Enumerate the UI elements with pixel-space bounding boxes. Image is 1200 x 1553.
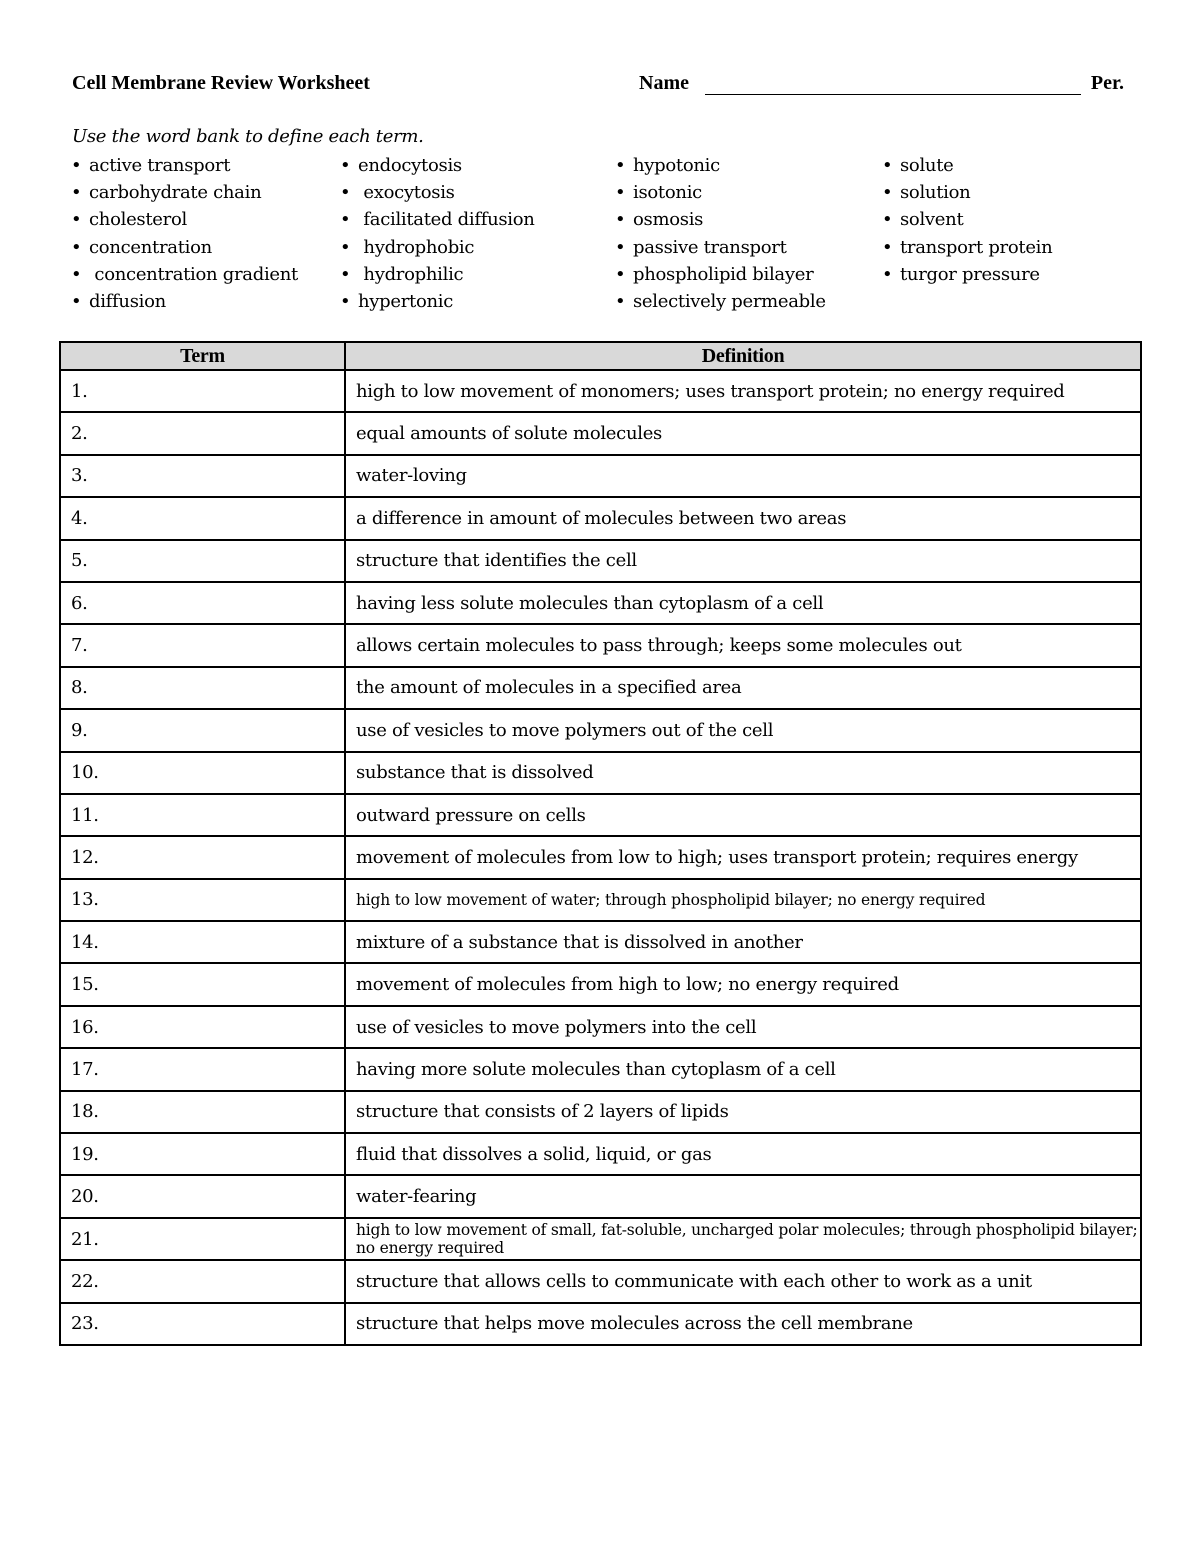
definition-cell: structure that allows cells to communicate with each other to work as a unit	[345, 1260, 1141, 1302]
term-cell[interactable]: 21.	[60, 1218, 345, 1260]
word-bank-item: • solution	[882, 179, 1052, 206]
table-row	[60, 921, 1141, 963]
word-bank-item: • solvent	[882, 206, 1052, 233]
term-cell[interactable]: 7.	[60, 624, 345, 666]
term-cell[interactable]: 5.	[60, 540, 345, 582]
definition-cell: water-loving	[345, 455, 1141, 497]
word-bank-item: • facilitated diffusion	[340, 206, 535, 233]
bullet: •	[340, 236, 351, 258]
bullet: •	[340, 182, 351, 204]
bullet: •	[71, 209, 82, 231]
term-cell[interactable]: 2.	[60, 412, 345, 454]
table-row	[60, 1133, 1141, 1175]
definition-cell: outward pressure on cells	[345, 794, 1141, 836]
bullet: •	[615, 182, 626, 204]
word-bank-column-2	[340, 152, 535, 315]
definition-cell: high to low movement of water; through phospholipid bilayer; no energy required	[345, 879, 1141, 921]
bullet: •	[71, 182, 82, 204]
word-bank-item: • isotonic	[615, 179, 826, 206]
definition-cell: movement of molecules from low to high; uses transport protein; requires energy	[345, 836, 1141, 878]
definition-cell: the amount of molecules in a specified area	[345, 667, 1141, 709]
table-row	[60, 1218, 1141, 1260]
bullet: •	[615, 290, 626, 312]
period-label: Per.	[1090, 72, 1124, 94]
term-cell[interactable]: 4.	[60, 497, 345, 539]
table-row	[60, 1091, 1141, 1133]
word-bank-item: • passive transport	[615, 234, 826, 261]
definition-cell: high to low movement of small, fat-soluble, uncharged polar molecules; through phospholipid bilayer; no energy required	[345, 1218, 1141, 1260]
definition-cell: having more solute molecules than cytoplasm of a cell	[345, 1048, 1141, 1090]
definition-cell: allows certain molecules to pass through; keeps some molecules out	[345, 624, 1141, 666]
term-cell[interactable]: 11.	[60, 794, 345, 836]
definition-cell: water-fearing	[345, 1175, 1141, 1217]
bullet: •	[615, 263, 626, 285]
bullet: •	[71, 263, 82, 285]
table-row	[60, 879, 1141, 921]
table-row	[60, 667, 1141, 709]
bullet: •	[340, 209, 351, 231]
table-row	[60, 1260, 1141, 1302]
word-bank-item: • hypertonic	[340, 288, 535, 315]
definition-cell: structure that identifies the cell	[345, 540, 1141, 582]
word-bank-item: • turgor pressure	[882, 261, 1052, 288]
term-cell[interactable]: 6.	[60, 582, 345, 624]
term-cell[interactable]: 14.	[60, 921, 345, 963]
definition-cell: use of vesicles to move polymers into the cell	[345, 1006, 1141, 1048]
table-row	[60, 540, 1141, 582]
bullet: •	[615, 209, 626, 231]
term-cell[interactable]: 3.	[60, 455, 345, 497]
table-row	[60, 497, 1141, 539]
definition-cell: movement of molecules from high to low; no energy required	[345, 963, 1141, 1005]
term-cell[interactable]: 15.	[60, 963, 345, 1005]
term-column-header: Term	[60, 342, 345, 370]
table-row	[60, 624, 1141, 666]
term-cell[interactable]: 10.	[60, 752, 345, 794]
name-blank-line[interactable]	[705, 94, 1081, 95]
table-row	[60, 709, 1141, 751]
bullet: •	[71, 155, 82, 176]
term-cell[interactable]: 16.	[60, 1006, 345, 1048]
table-header-row	[60, 342, 1141, 370]
table-row	[60, 794, 1141, 836]
word-bank-item: • diffusion	[71, 288, 298, 315]
terms-table	[59, 341, 1142, 1346]
term-cell[interactable]: 1.	[60, 370, 345, 412]
definition-cell: substance that is dissolved	[345, 752, 1141, 794]
word-bank-item: • osmosis	[615, 206, 826, 233]
table-row	[60, 752, 1141, 794]
worksheet-header	[72, 72, 1128, 102]
bullet: •	[882, 236, 893, 258]
bullet: •	[71, 290, 82, 312]
definition-cell: a difference in amount of molecules between two areas	[345, 497, 1141, 539]
definition-cell: having less solute molecules than cytoplasm of a cell	[345, 582, 1141, 624]
definition-cell: high to low movement of monomers; uses transport protein; no energy required	[345, 370, 1141, 412]
bullet: •	[615, 236, 626, 258]
term-cell[interactable]: 13.	[60, 879, 345, 921]
term-cell[interactable]: 8.	[60, 667, 345, 709]
word-bank-item: • cholesterol	[71, 206, 298, 233]
word-bank-item: • selectively permeable	[615, 288, 826, 315]
bullet: •	[340, 155, 351, 176]
definition-cell: equal amounts of solute molecules	[345, 412, 1141, 454]
word-bank-item: • active transport	[71, 152, 298, 179]
definition-cell: use of vesicles to move polymers out of the cell	[345, 709, 1141, 751]
term-cell[interactable]: 22.	[60, 1260, 345, 1302]
definition-cell: structure that helps move molecules across the cell membrane	[345, 1303, 1141, 1345]
table-row	[60, 412, 1141, 454]
table-row	[60, 1048, 1141, 1090]
bullet: •	[71, 236, 82, 258]
bullet: •	[882, 209, 893, 231]
term-cell[interactable]: 23.	[60, 1303, 345, 1345]
table-row	[60, 455, 1141, 497]
definition-column-header: Definition	[345, 342, 1141, 370]
term-cell[interactable]: 20.	[60, 1175, 345, 1217]
name-label: Name	[639, 72, 689, 94]
worksheet-title: Cell Membrane Review Worksheet	[72, 72, 370, 94]
instruction-text: Use the word bank to define each term.	[72, 126, 424, 147]
word-bank-column-1	[71, 152, 298, 315]
term-cell[interactable]: 12.	[60, 836, 345, 878]
table-row	[60, 1175, 1141, 1217]
word-bank-item: • hydrophobic	[340, 234, 535, 261]
word-bank-item: • exocytosis	[340, 179, 535, 206]
bullet: •	[615, 155, 626, 176]
bullet: •	[882, 182, 893, 204]
word-bank-item: • hydrophilic	[340, 261, 535, 288]
term-cell[interactable]: 9.	[60, 709, 345, 751]
word-bank-item: • concentration gradient	[71, 261, 298, 288]
word-bank-item: • transport protein	[882, 234, 1052, 261]
definition-cell: structure that consists of 2 layers of lipids	[345, 1091, 1141, 1133]
term-cell[interactable]: 18.	[60, 1091, 345, 1133]
table-row	[60, 1303, 1141, 1345]
word-bank-item: • endocytosis	[340, 152, 535, 179]
bullet: •	[882, 155, 893, 176]
word-bank-item: • hypotonic	[615, 152, 826, 179]
bullet: •	[882, 263, 893, 285]
word-bank-item: • phospholipid bilayer	[615, 261, 826, 288]
table-row	[60, 963, 1141, 1005]
word-bank-item: • solute	[882, 152, 1052, 179]
table-row	[60, 836, 1141, 878]
table-row	[60, 582, 1141, 624]
bullet: •	[340, 290, 351, 312]
term-cell[interactable]: 19.	[60, 1133, 345, 1175]
term-cell[interactable]: 17.	[60, 1048, 345, 1090]
word-bank-column-4	[882, 152, 1052, 288]
word-bank-column-3	[615, 152, 826, 315]
definition-cell: fluid that dissolves a solid, liquid, or gas	[345, 1133, 1141, 1175]
word-bank-item: • carbohydrate chain	[71, 179, 298, 206]
word-bank-item: • concentration	[71, 234, 298, 261]
table-row	[60, 370, 1141, 412]
bullet: •	[340, 263, 351, 285]
table-row	[60, 1006, 1141, 1048]
definition-cell: mixture of a substance that is dissolved in another	[345, 921, 1141, 963]
